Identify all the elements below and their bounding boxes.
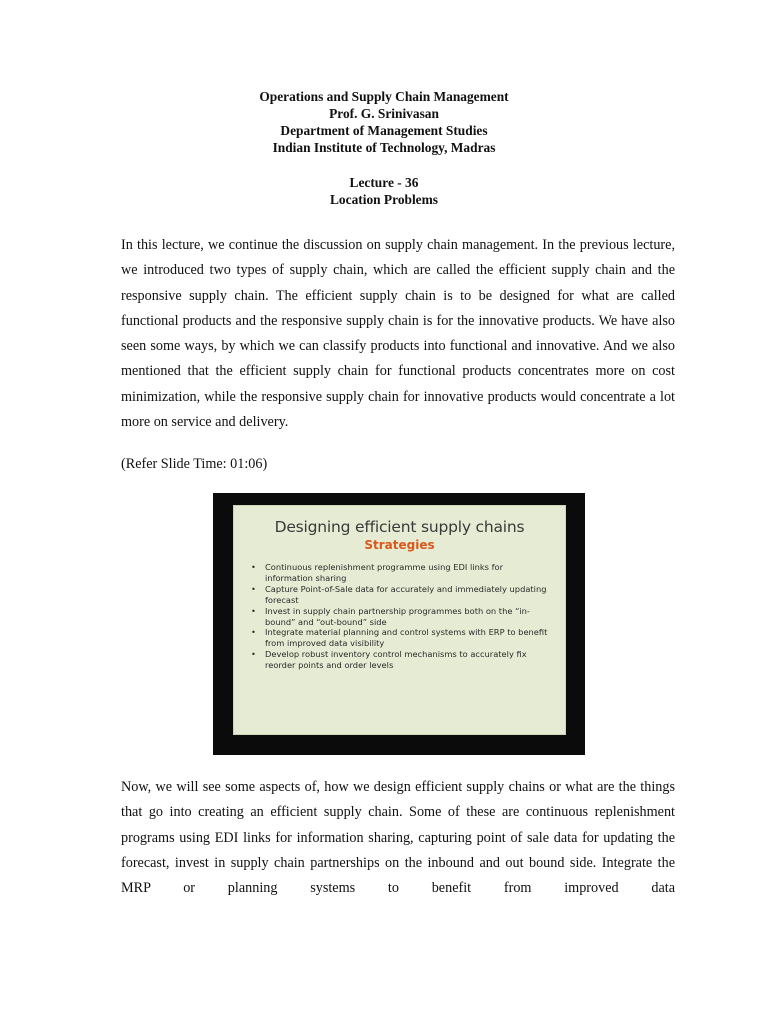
slide-bullet-text: Invest in supply chain partnership programmes both on the “in-bound” and “out-bound” side [265,605,530,627]
slide-bullet-text: Continuous replenishment programme using EDI links for information sharing [265,562,504,583]
slide-bullet-item [251,649,551,671]
refer-slide-time: (Refer Slide Time: 01:06) [121,456,268,472]
course-title: Operations and Supply Chain Management [259,89,509,104]
lecture-number: Lecture - 36 [349,175,419,190]
slide-image [213,493,585,755]
slide-bullet-item [251,584,551,606]
slide-bullet-item [251,562,551,584]
slide-subtitle: Strategies [364,538,435,552]
institute-name: Indian Institute of Technology, Madras [272,140,496,155]
body-paragraph: Now, we will see some aspects of, how we design efficient supply chains or what are the things that go into creating an efficient supply chain. Some of these are continuous replenishment programs using EDI links for information sharing, capturing point of sale data for updating the forecast, invest in supply chain partnerships on the inbound and out bound side. Integrate the MRP or planning systems to benefit from improved data [121,779,675,897]
bullet-icon: • [251,605,256,616]
slide-bullet-text: Develop robust inventory control mechanisms to accurately fix reorder points and order levels [265,649,527,671]
slide-content [233,505,566,735]
bullet-icon: • [251,562,256,572]
slide-bullet-list [251,562,551,671]
bullet-icon: • [251,649,256,660]
slide-bullet-item [251,606,551,628]
slide-bullet-text: Capture Point-of-Sale data for accurately and immediately updating forecast [265,583,547,605]
professor-name: Prof. G. Srinivasan [329,106,439,121]
intro-paragraph: In this lecture, we continue the discussion on supply chain management. In the previous lecture, we introduced two types of supply chain, which are called the efficient supply chain and the responsive supply chain. The efficient supply chain is to be designed for what are called functional products and the responsive supply chain is for the innovative products. We have also seen some ways, by which we can classify products into functional and innovative. And we also mentioned that the efficient supply chain for functional products concentrates more on cost minimization, while the responsive supply chain for innovative products would concentrate a lot more on service and delivery. [121,237,675,431]
bullet-icon: • [251,583,256,594]
lecture-title: Location Problems [330,192,438,207]
document-header [0,88,768,208]
slide-title: Designing efficient supply chains [274,518,525,536]
slide-bullet-item [251,627,551,649]
department-name: Department of Management Studies [280,123,488,138]
bullet-icon: • [251,627,256,638]
slide-bullet-text: Integrate material planning and control systems with ERP to benefit from improved data visibility [265,627,548,649]
